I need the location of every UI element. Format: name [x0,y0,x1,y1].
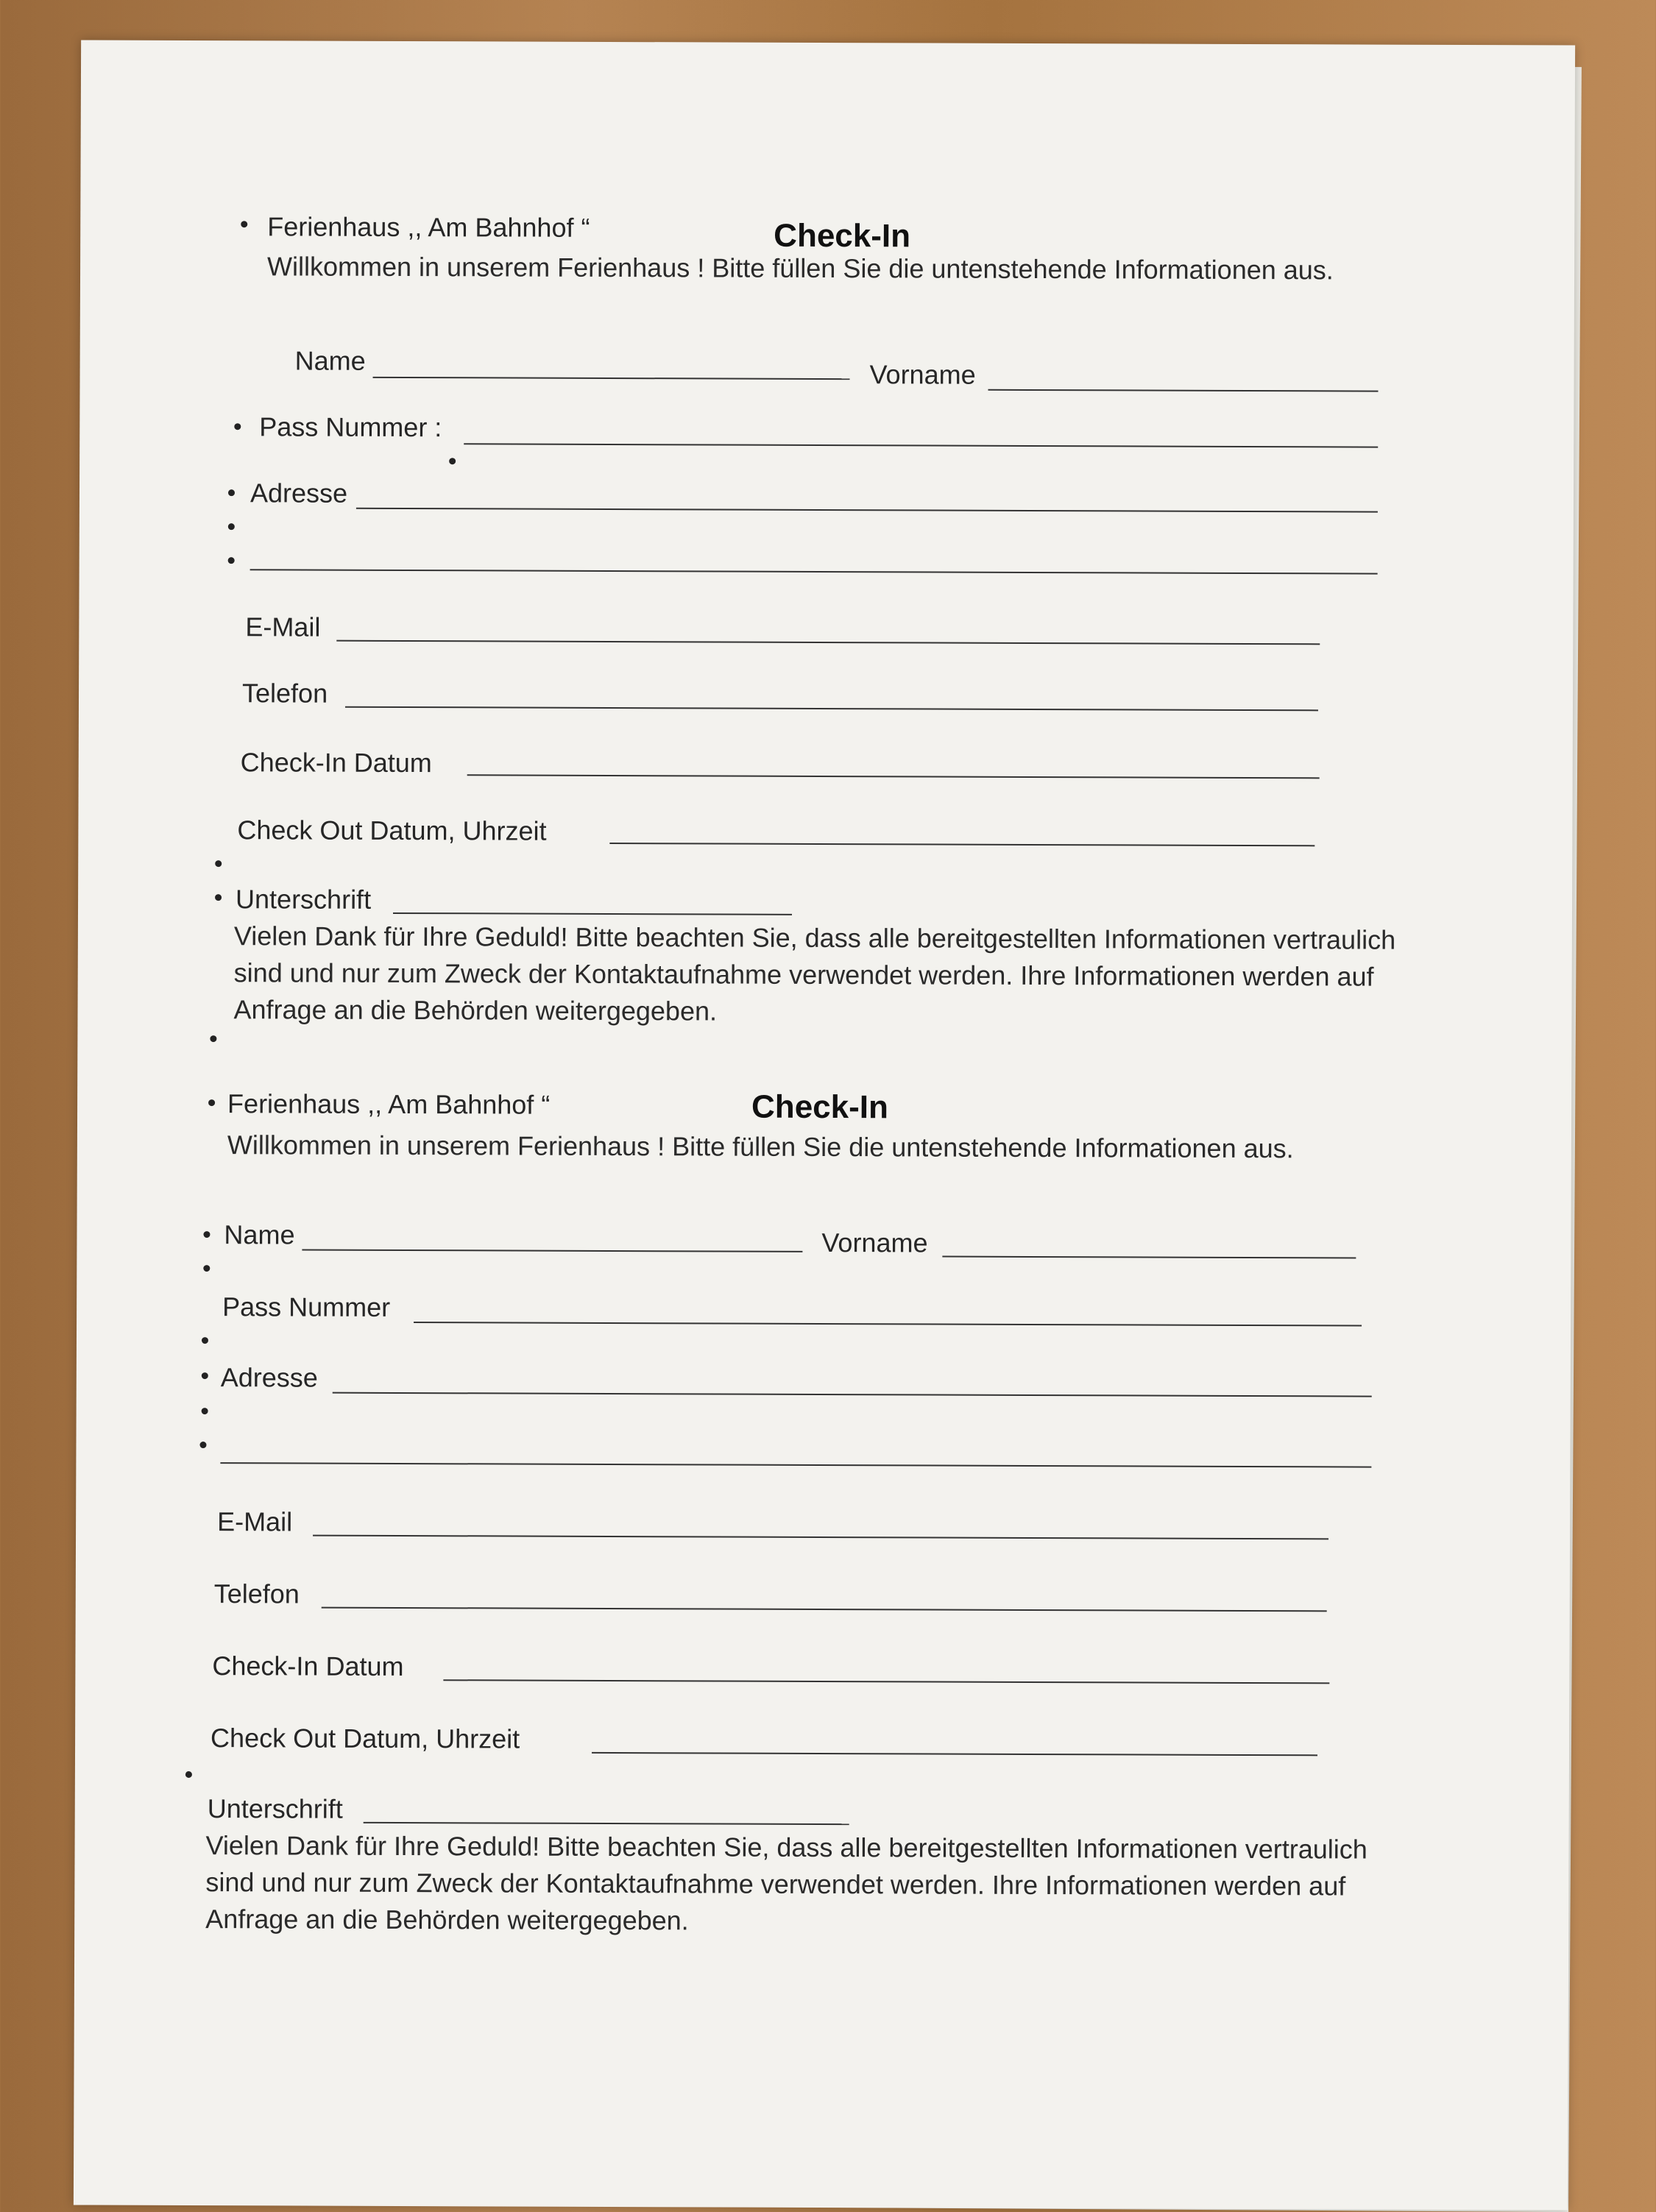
privacy-note: Vielen Dank für Ihre Geduld! Bitte beachten Sie, dass alle bereitgestellten Informationen vertraulich sind und nur zum Zweck der Kontaktaufnahme verwendet werden. Ihre Informationen werden auf Anfrage an die Behörden weitergegeben. [205,1830,1367,1936]
pass-label: Pass Nummer [222,1291,391,1322]
form-header: Ferienhaus ,, Am Bahnhof “ [267,211,590,243]
telefon-field[interactable] [345,706,1318,712]
checkin-date-field[interactable] [467,774,1320,779]
bullet [185,1771,192,1778]
checkin-date-label: Check-In Datum [212,1651,404,1682]
bullet [202,1337,208,1344]
form-title: Check-In [774,217,911,255]
bullet [215,860,222,867]
bullet [202,1408,208,1414]
checkin-date-field[interactable] [443,1679,1329,1684]
adresse-field-2[interactable] [220,1462,1371,1467]
checkin-date-label: Check-In Datum [240,747,432,779]
bullet [210,1035,216,1042]
bullet [202,1372,208,1379]
bullet [228,489,235,496]
email-field[interactable] [313,1535,1328,1540]
checkout-field[interactable] [592,1752,1317,1756]
signature-field[interactable] [364,1822,849,1825]
telefon-label: Telefon [213,1578,300,1609]
telefon-field[interactable] [322,1607,1327,1612]
form-header: Ferienhaus ,, Am Bahnhof “ [227,1088,551,1120]
bullet [241,221,247,227]
pass-label: Pass Nummer : [259,411,442,443]
checkout-label: Check Out Datum, Uhrzeit [210,1723,520,1754]
adresse-field-1[interactable] [356,508,1378,513]
vorname-label: Vorname [821,1227,928,1258]
bullet [208,1099,215,1106]
privacy-note: Vielen Dank für Ihre Geduld! Bitte beachten Sie, dass alle bereitgestellten Informationen vertraulich sind und nur zum Zweck der Kontaktaufnahme verwendet werden. Ihre Informationen werden auf Anfrage an die Behörden weitergegeben. [233,921,1396,1027]
signature-field[interactable] [393,912,792,915]
adresse-field-1[interactable] [333,1392,1372,1397]
adresse-label: Adresse [220,1362,318,1393]
paper-sheet [74,40,1575,2210]
adresse-label: Adresse [250,478,348,508]
bullet [234,423,241,430]
bullet [203,1265,210,1272]
name-label: Name [224,1219,295,1250]
checkin-form-1 [81,40,1575,1027]
vorname-field[interactable] [942,1256,1356,1259]
name-field[interactable] [373,377,850,380]
checkout-field[interactable] [609,843,1314,846]
vorname-label: Vorname [869,359,976,390]
name-label: Name [294,345,366,376]
signature-label: Unterschrift [207,1793,343,1824]
pass-field[interactable] [414,1322,1362,1326]
adresse-field-2[interactable] [250,569,1378,574]
email-label: E-Mail [245,612,321,642]
bullet [199,1442,206,1448]
bullet [203,1231,210,1238]
bullet [215,894,222,901]
intro-text: Willkommen in unserem Ferienhaus ! Bitte füllen Sie die untenstehende Informationen aus. [227,1130,1294,1164]
pass-field[interactable] [464,443,1378,447]
email-label: E-Mail [217,1506,293,1537]
bullet [228,557,235,564]
bullet [228,523,235,530]
telefon-label: Telefon [241,678,328,709]
name-field[interactable] [302,1249,802,1252]
intro-text: Willkommen in unserem Ferienhaus ! Bitte füllen Sie die untenstehende Informationen aus. [266,251,1334,286]
checkout-label: Check Out Datum, Uhrzeit [237,815,547,846]
vorname-field[interactable] [988,389,1378,392]
bullet [449,458,456,464]
form-title: Check-In [751,1088,888,1126]
email-field[interactable] [336,640,1320,645]
signature-label: Unterschrift [235,884,372,915]
